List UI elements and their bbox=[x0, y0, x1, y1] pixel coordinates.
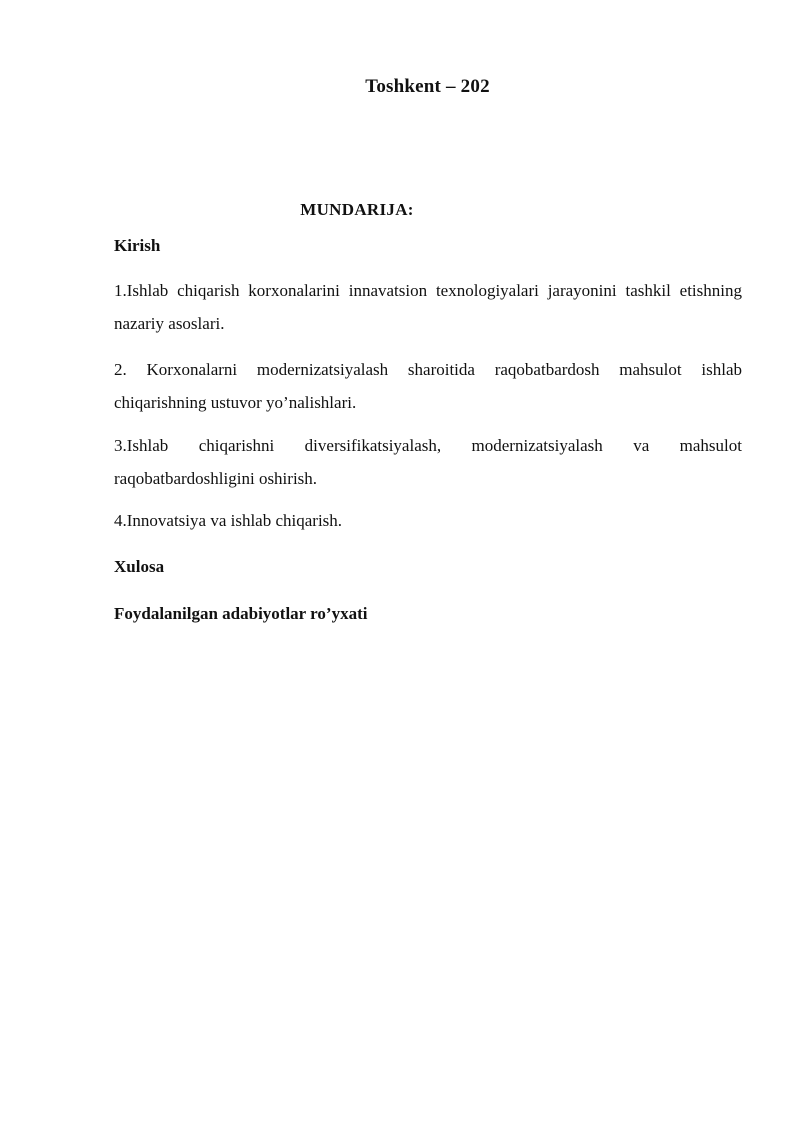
toc-entry-conclusion: Xulosa bbox=[114, 557, 165, 576]
toc-entry-2: 2. Korxonalarni modernizatsiyalash sharoitida raqobatbardosh mahsulot ishlab chiqarishning ustuvor yo’nalishlari. bbox=[114, 360, 742, 412]
table-of-contents-title: MUNDARIJA: bbox=[300, 200, 414, 219]
city-year-heading: Toshkent – 202 bbox=[365, 76, 490, 97]
toc-entry-3: 3.Ishlab chiqarishni diversifikatsiyalash, modernizatsiyalash va mahsulot raqobatbardoshligini oshirish. bbox=[114, 436, 742, 488]
toc-entry-intro: Kirish bbox=[114, 236, 161, 255]
toc-entry-4: 4.Innovatsiya va ishlab chiqarish. bbox=[114, 511, 343, 530]
toc-entry-1: 1.Ishlab chiqarish korxonalarini innavatsion texnologiyalari jarayonini tashkil etishning nazariy asoslari. bbox=[114, 281, 742, 333]
toc-entry-references: Foydalanilgan adabiyotlar ro’yxati bbox=[114, 604, 368, 623]
